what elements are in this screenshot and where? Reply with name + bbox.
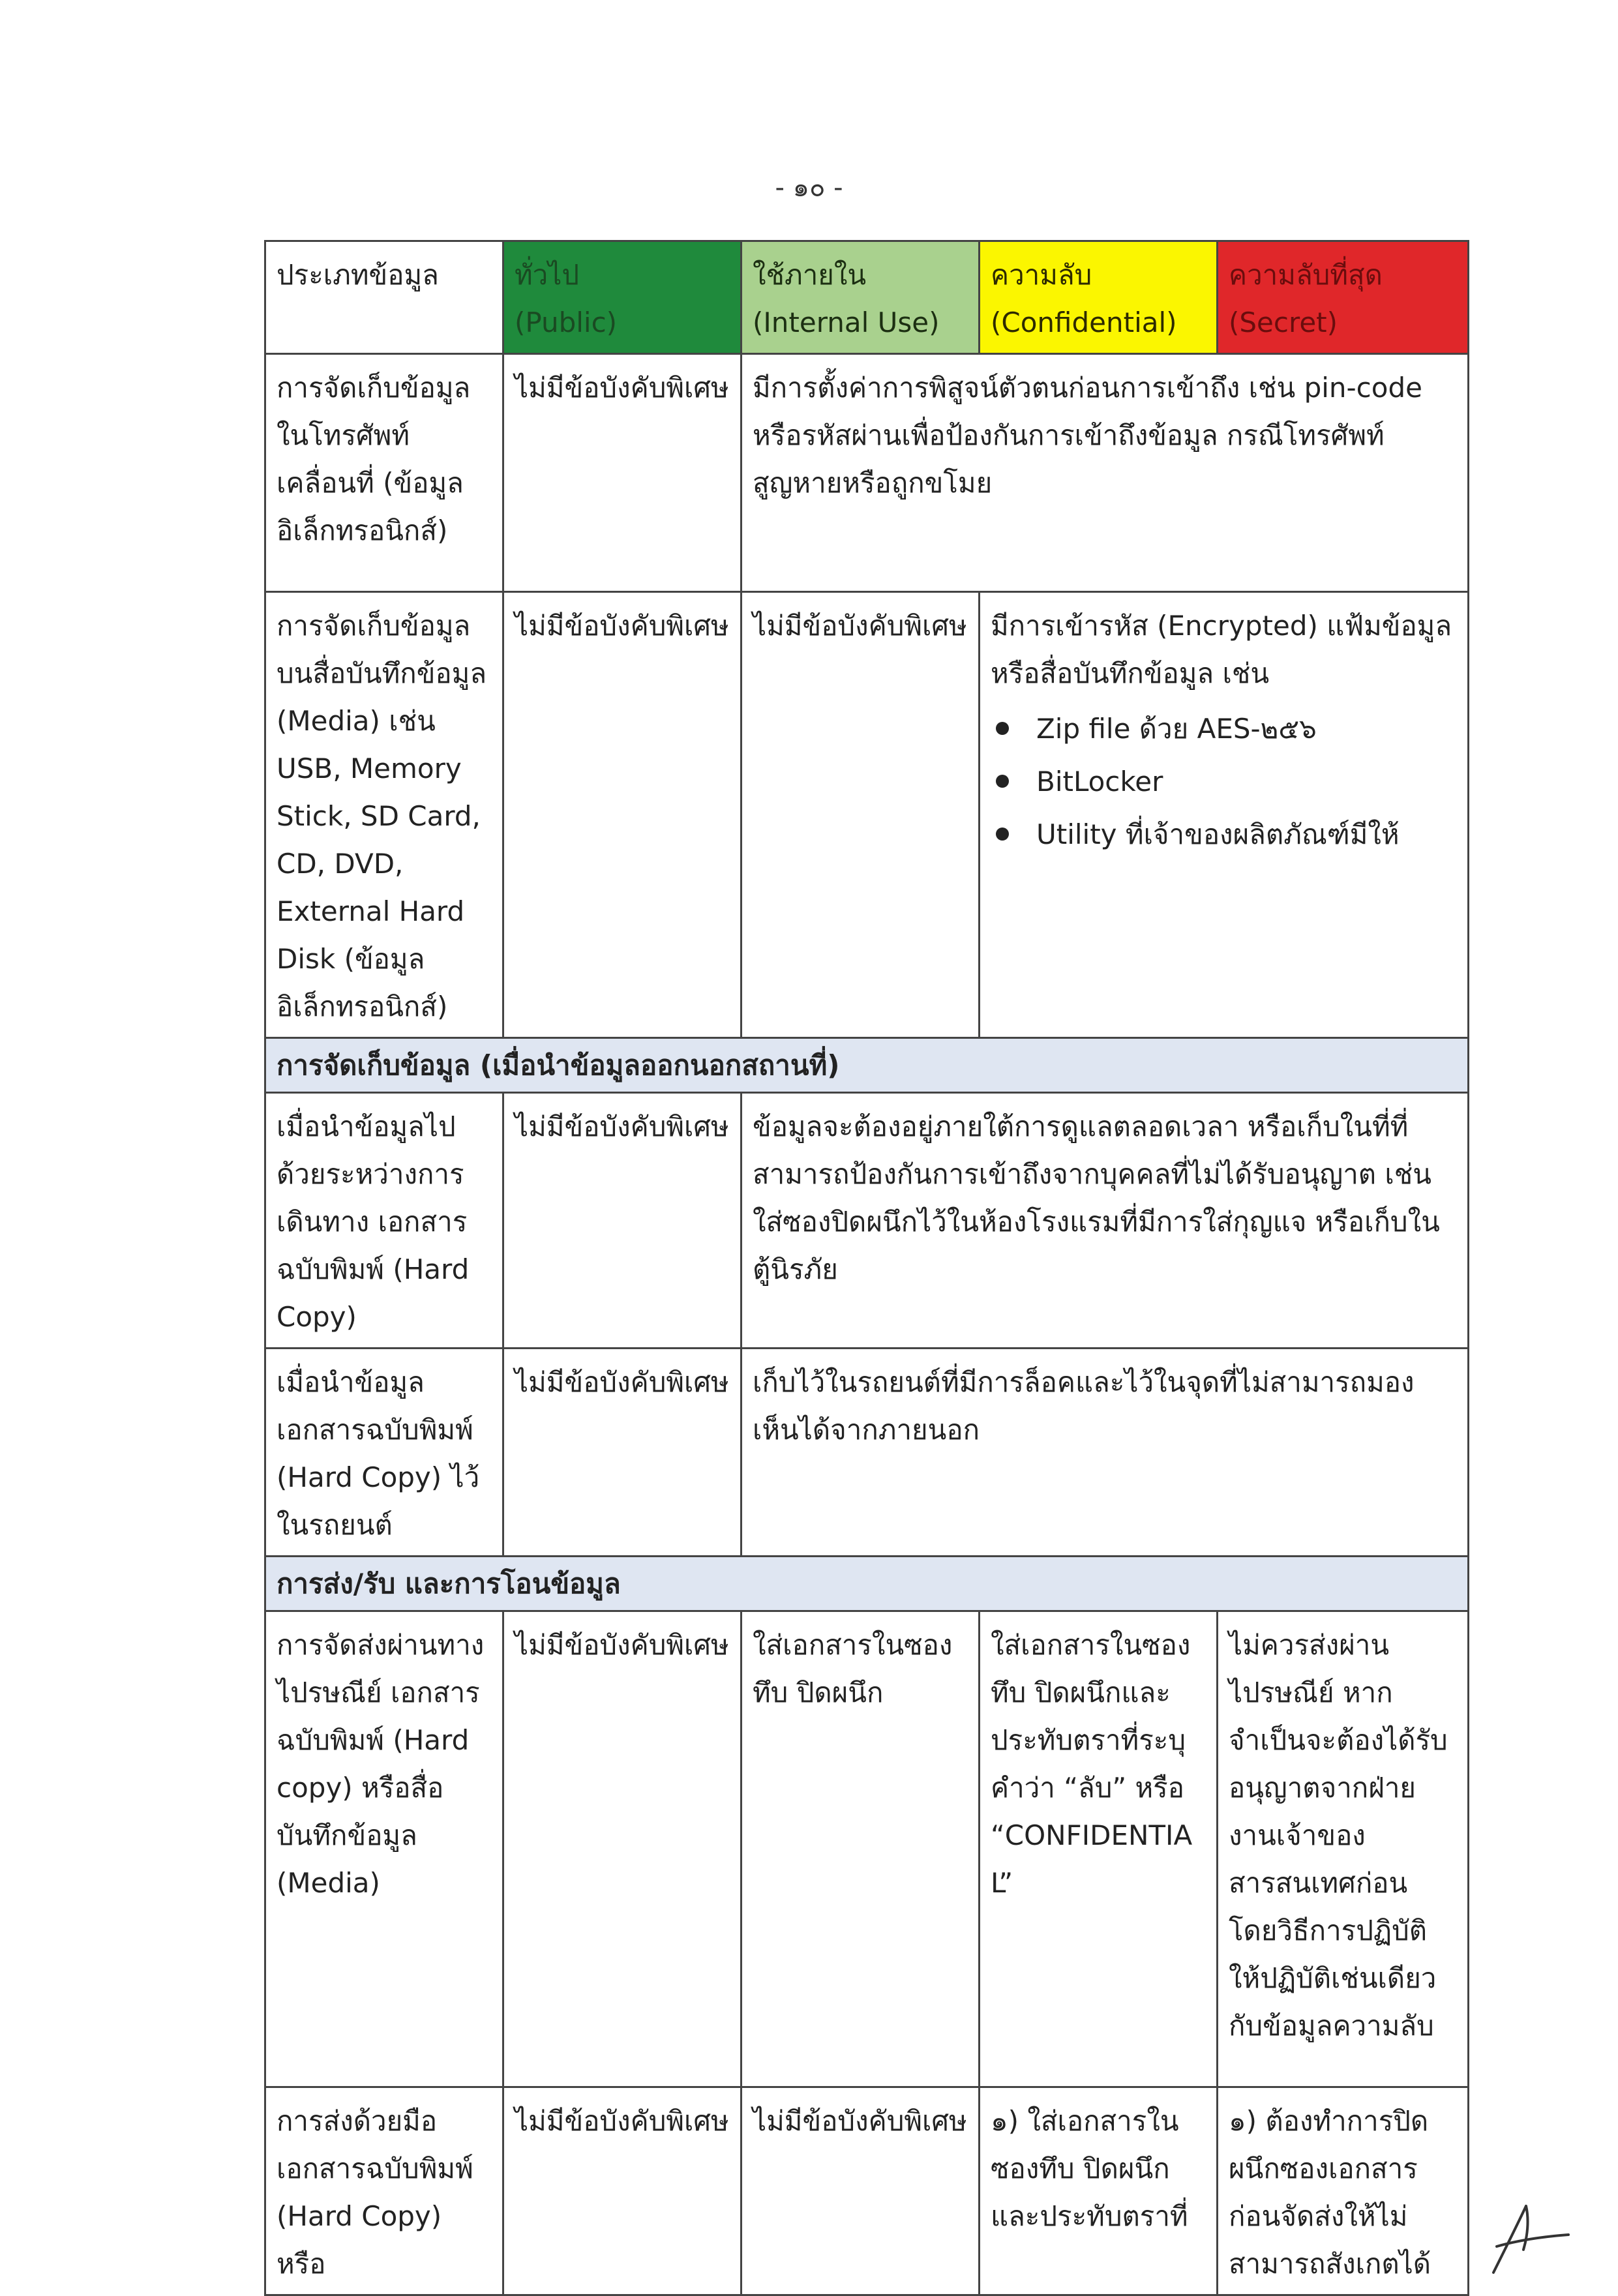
row-car <box>265 1349 1469 1557</box>
header-confidential-thai: ความลับ <box>991 259 1092 291</box>
cell-public: ไม่มีข้อบังคับพิเศษ <box>503 354 742 592</box>
header-secret <box>1218 241 1469 354</box>
cell-secret: ไม่ควรส่งผ่านไปรษณีย์ หากจำเป็นจะต้องได้รับอนุญาตจากฝ่ายงานเจ้าของสารสนเทศก่อน โดยวิธีการปฏิบัติให้ปฏิบัติเช่นเดียวกับข้อมูลความลับ <box>1218 1611 1469 2087</box>
row-mobile-storage <box>265 354 1469 592</box>
cell-internal-to-secret: ข้อมูลจะต้องอยู่ภายใต้การดูแลตลอดเวลา หรือเก็บในที่ที่สามารถป้องกันการเข้าถึงจากบุคคลที่ไม่ได้รับอนุญาต เช่น ใส่ซองปิดผนึกไว้ในห้องโรงแรมที่มีการใส่กุญแจ หรือเก็บในตู้นิรภัย <box>742 1093 1469 1349</box>
header-public-thai: ทั่วไป <box>515 259 580 291</box>
cell-public: ไม่มีข้อบังคับพิเศษ <box>503 1093 742 1349</box>
cell-internal: ใส่เอกสารในซองทึบ ปิดผนึก <box>742 1611 980 2087</box>
row-media-storage <box>265 592 1469 1038</box>
row-travel <box>265 1093 1469 1349</box>
header-secret-thai: ความลับที่สุด <box>1229 259 1383 291</box>
header-internal-en: (Internal Use) <box>753 306 940 338</box>
cell-type: การส่งด้วยมือ เอกสารฉบับพิมพ์ (Hard Copy) หรือ <box>265 2087 503 2295</box>
cell-internal: ไม่มีข้อบังคับพิเศษ <box>742 592 980 1038</box>
cell-type: เมื่อนำข้อมูลไปด้วยระหว่างการเดินทาง เอกสารฉบับพิมพ์ (Hard Copy) <box>265 1093 503 1349</box>
cell-internal: ไม่มีข้อบังคับพิเศษ <box>742 2087 980 2295</box>
cell-internal-to-secret: เก็บไว้ในรถยนต์ที่มีการล็อคและไว้ในจุดที่ไม่สามารถมองเห็นได้จากภายนอก <box>742 1349 1469 1557</box>
cell-type: การจัดส่งผ่านทางไปรษณีย์ เอกสารฉบับพิมพ์ (Hard copy) หรือสื่อบันทึกข้อมูล (Media) <box>265 1611 503 2087</box>
cell-public: ไม่มีข้อบังคับพิเศษ <box>503 1611 742 2087</box>
header-public <box>503 241 742 354</box>
header-secret-en: (Secret) <box>1229 306 1338 338</box>
section-transfer <box>265 1557 1469 1611</box>
cell-type: การจัดเก็บข้อมูลบนสื่อบันทึกข้อมูล (Media) เช่น USB, Memory Stick, SD Card, CD, DVD, External Hard Disk (ข้อมูลอิเล็กทรอนิกส์) <box>265 592 503 1038</box>
data-classification-table <box>264 240 1469 2296</box>
encryption-options <box>991 702 1457 861</box>
list-item: Utility ที่เจ้าของผลิตภัณฑ์มีให้ <box>1036 808 1457 861</box>
page-number: - ๑๐ - <box>775 173 843 203</box>
header-row <box>265 241 1469 354</box>
header-internal <box>742 241 980 354</box>
header-confidential-en: (Confidential) <box>991 306 1177 338</box>
list-item: Zip file ด้วย AES-๒๕๖ <box>1036 702 1457 755</box>
cell-confidential: ๑) ใส่เอกสารในซองทึบ ปิดผนึกและประทับตราที่ <box>980 2087 1218 2295</box>
header-confidential <box>980 241 1218 354</box>
header-public-en: (Public) <box>515 306 618 338</box>
section-offsite-storage <box>265 1038 1469 1093</box>
cell-secret: ๑) ต้องทำการปิดผนึกซองเอกสารก่อนจัดส่งให้ไม่สามารถสังเกตได้ <box>1218 2087 1469 2295</box>
row-postal <box>265 1611 1469 2087</box>
section-title: การส่ง/รับ และการโอนข้อมูล <box>265 1557 1469 1611</box>
cell-public: ไม่มีข้อบังคับพิเศษ <box>503 2087 742 2295</box>
cell-confidential: ใส่เอกสารในซองทึบ ปิดผนึกและประทับตราที่ระบุคำว่า “ลับ” หรือ “CONFIDENTIAL” <box>980 1611 1218 2087</box>
row-hand-delivery <box>265 2087 1469 2295</box>
cell-confidential-to-secret <box>980 592 1469 1038</box>
signature-mark <box>1480 2201 1572 2279</box>
header-internal-thai: ใช้ภายใน <box>753 259 867 291</box>
list-item: BitLocker <box>1036 755 1457 808</box>
cell-public: ไม่มีข้อบังคับพิเศษ <box>503 1349 742 1557</box>
cell-type: เมื่อนำข้อมูลเอกสารฉบับพิมพ์ (Hard Copy) ไว้ในรถยนต์ <box>265 1349 503 1557</box>
cell-type: การจัดเก็บข้อมูลในโทรศัพท์เคลื่อนที่ (ข้อมูลอิเล็กทรอนิกส์) <box>265 354 503 592</box>
cell-public: ไม่มีข้อบังคับพิเศษ <box>503 592 742 1038</box>
section-title: การจัดเก็บข้อมูล (เมื่อนำข้อมูลออกนอกสถานที่) <box>265 1038 1469 1093</box>
header-data-type: ประเภทข้อมูล <box>265 241 503 354</box>
cell-internal-to-secret: มีการตั้งค่าการพิสูจน์ตัวตนก่อนการเข้าถึง เช่น pin-code หรือรหัสผ่านเพื่อป้องกันการเข้าถึงข้อมูล กรณีโทรศัพท์สูญหายหรือถูกขโมย <box>742 354 1469 592</box>
encryption-intro: มีการเข้ารหัส (Encrypted) แฟ้มข้อมูลหรือสื่อบันทึกข้อมูล เช่น <box>991 610 1452 689</box>
